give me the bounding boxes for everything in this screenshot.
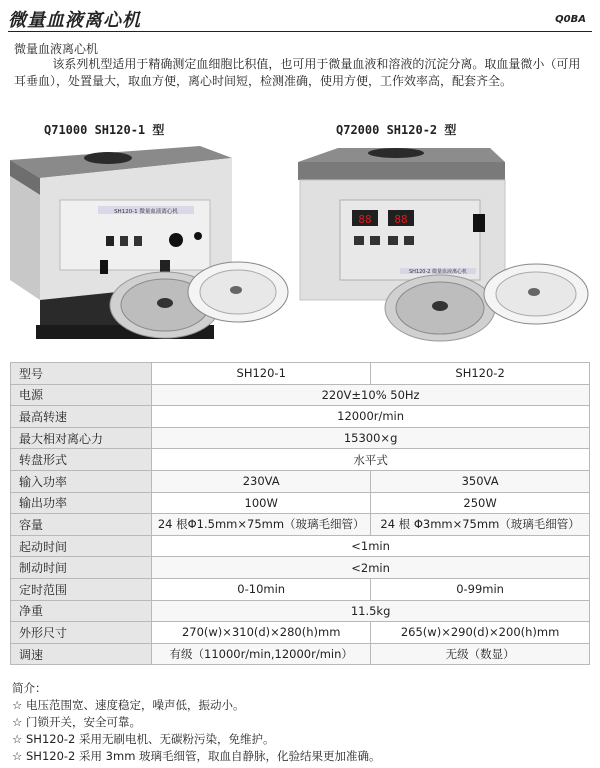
spec-value: 270(w)×310(d)×280(h)mm (152, 622, 371, 644)
star-icon: ☆ (12, 749, 23, 763)
note-text: SH120-2 采用 3mm 玻璃毛细管，取血自静脉，化验结果更加准确。 (26, 749, 381, 763)
page-header (0, 0, 600, 32)
svg-text:88: 88 (394, 213, 408, 226)
note-text: 门锁开关，安全可靠。 (26, 715, 141, 729)
spec-label: 制动时间 (11, 557, 152, 579)
spec-row (11, 449, 590, 471)
product-photo-sh120-2 (290, 140, 600, 350)
star-icon: ☆ (12, 732, 23, 746)
spec-row (11, 492, 590, 514)
spec-label: 输出功率 (11, 492, 152, 514)
spec-value: 11.5kg (152, 600, 590, 622)
spec-label: 净重 (11, 600, 152, 622)
notes-heading: 简介： (12, 681, 47, 695)
spec-label: 最大相对离心力 (11, 427, 152, 449)
notes-section (12, 680, 381, 765)
spec-value: 15300×g (152, 427, 590, 449)
spec-label: 定时范围 (11, 578, 152, 600)
spec-row (11, 578, 590, 600)
spec-value: 250W (371, 492, 590, 514)
spec-value: 24 根Φ1.5mm×75mm（玻璃毛细管） (152, 514, 371, 536)
note-text: 电压范围宽、速度稳定，噪声低，振动小。 (26, 698, 245, 712)
model-label-sh120-1: Q71000 SH120-1 型 (44, 123, 165, 137)
spec-value: <2min (152, 557, 590, 579)
star-icon: ☆ (12, 698, 23, 712)
svg-text:88: 88 (358, 213, 372, 226)
spec-value: 230VA (152, 470, 371, 492)
intro-paragraph: 该系列机型适用于精确测定血细胞比积值，也可用于微量血液和溶液的沉淀分离。取血量微小（可用耳垂血），处置量大，取血方便，离心时间短，检测准确，使用方便，工作效率高，配套齐全。 (14, 57, 581, 88)
note-item (12, 697, 381, 714)
note-text: SH120-2 采用无刷电机、无碳粉污染，免维护。 (26, 732, 275, 746)
spec-label: 转盘形式 (11, 449, 152, 471)
panel-label-sh120-1: SH120-1 微量血液离心机 (114, 209, 178, 215)
spec-row (11, 427, 590, 449)
spec-value: <1min (152, 535, 590, 557)
panel-label-sh120-2: SH120-2 微量血液离心机 (408, 269, 468, 275)
spec-row (11, 622, 590, 644)
spec-value: 水平式 (152, 449, 590, 471)
spec-value: 100W (152, 492, 371, 514)
model-label-sh120-2: Q72000 SH120-2 型 (336, 123, 457, 137)
page-title: 微量血液离心机 (8, 10, 141, 31)
note-item (12, 748, 381, 765)
spec-row (11, 643, 590, 665)
product-photo-sh120-1 (0, 140, 300, 350)
spec-row (11, 514, 590, 536)
spec-label: 外形尺寸 (11, 622, 152, 644)
spec-label: 起动时间 (11, 535, 152, 557)
spec-value: 350VA (371, 470, 590, 492)
note-item (12, 731, 381, 748)
note-item (12, 714, 381, 731)
spec-value: 265(w)×290(d)×200(h)mm (371, 622, 590, 644)
spec-value: 220V±10% 50Hz (152, 384, 590, 406)
spec-value: 12000r/min (152, 406, 590, 428)
intro-title: 微量血液离心机 (14, 42, 99, 56)
spec-label: 型号 (11, 363, 152, 385)
spec-label: 容量 (11, 514, 152, 536)
spec-label: 电源 (11, 384, 152, 406)
spec-value: SH120-2 (371, 363, 590, 385)
spec-label: 输入功率 (11, 470, 152, 492)
spec-value: 有级（11000r/min,12000r/min） (152, 643, 371, 665)
spec-value: 24 根 Φ3mm×75mm（玻璃毛细管） (371, 514, 590, 536)
header-divider (8, 31, 592, 32)
star-icon: ☆ (12, 715, 23, 729)
spec-value: 0-10min (152, 578, 371, 600)
spec-row (11, 363, 590, 385)
spec-row (11, 406, 590, 428)
spec-value: SH120-1 (152, 363, 371, 385)
spec-row (11, 557, 590, 579)
spec-row (11, 600, 590, 622)
catalog-code: Q0BA (555, 14, 586, 25)
spec-label: 最高转速 (11, 406, 152, 428)
spec-row (11, 384, 590, 406)
spec-row (11, 470, 590, 492)
spec-label: 调速 (11, 643, 152, 665)
spec-value: 0-99min (371, 578, 590, 600)
spec-value: 无级（数显） (371, 643, 590, 665)
spec-table (10, 362, 590, 665)
spec-row (11, 535, 590, 557)
